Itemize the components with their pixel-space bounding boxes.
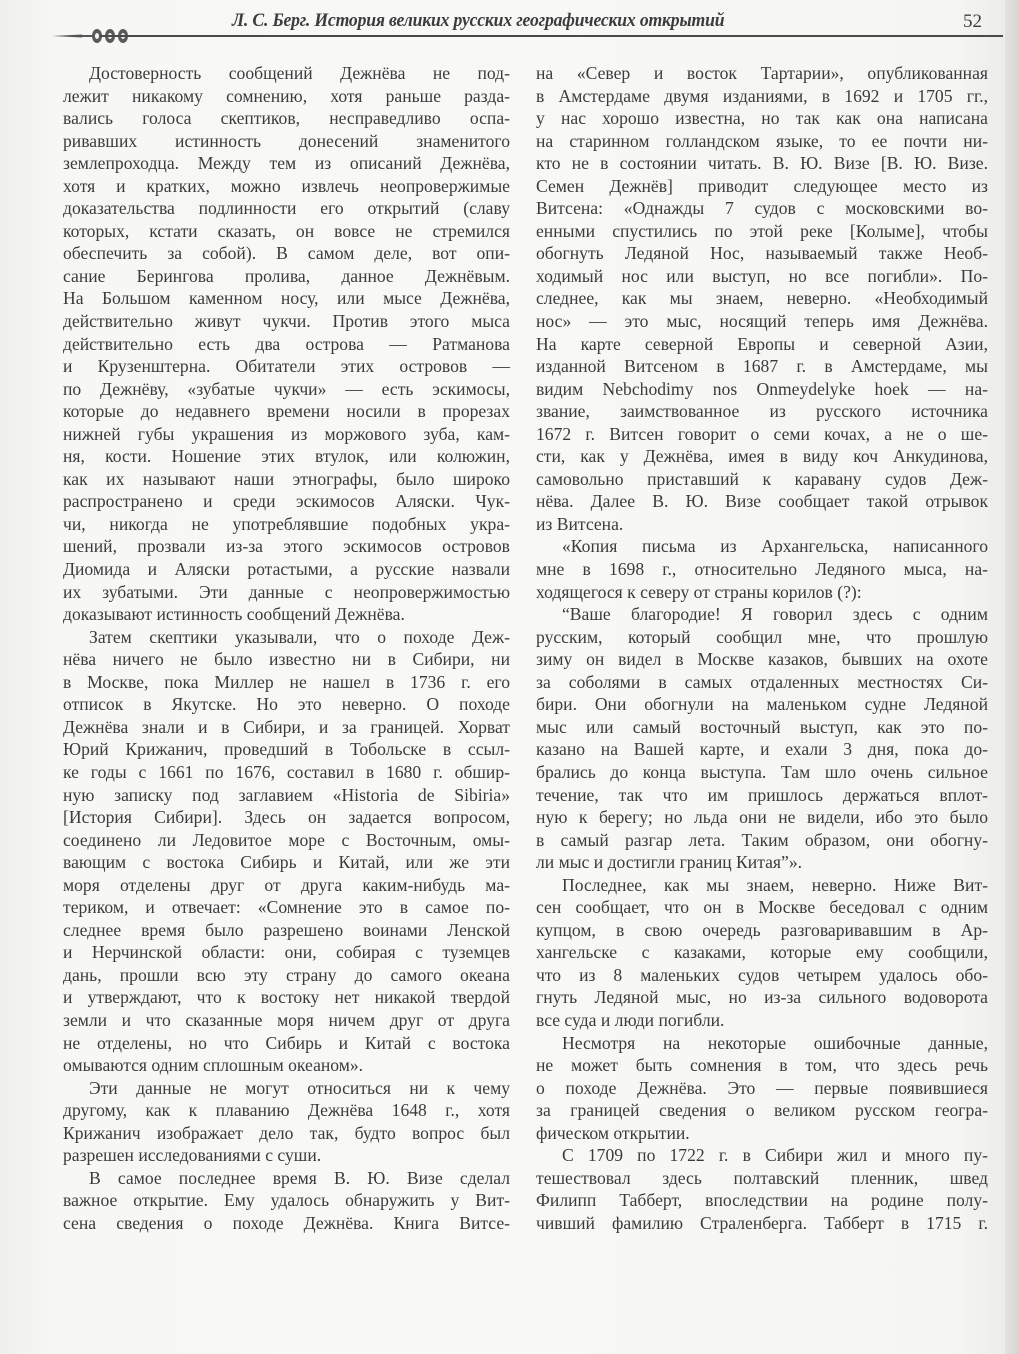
text-line: енными спустились по этой реке [Колыме], чтобы bbox=[536, 220, 988, 241]
text-line: в самый разгар лета. Таким образом, они обогну- bbox=[536, 829, 988, 850]
text-line: по Дежнёву, «зубатые чукчи» — есть эскимосы, bbox=[63, 378, 510, 399]
text-line: ную записку под заглавием «Historia de Sibiria» bbox=[63, 784, 510, 805]
text-line: разрешен исследованиями с суши. bbox=[63, 1145, 322, 1166]
text-line: действительно есть два острова — Ратманова bbox=[63, 333, 510, 354]
text-line: доказывают истинность сообщений Дежнёва. bbox=[63, 604, 405, 625]
text-line: «Копия письма из Архангельска, написанного bbox=[562, 536, 988, 557]
text-line: С 1709 по 1722 г. в Сибири жил и много пу- bbox=[562, 1145, 988, 1166]
text-line: которые до недавнего времени носили в прорезах bbox=[63, 401, 510, 422]
text-line: Семен Дежнёв] приводит следующее место из bbox=[536, 175, 988, 196]
text-line: следнее, как мы знаем, неверно. «Необходимый bbox=[536, 288, 988, 309]
text-line: В самое последнее время В. Ю. Визе сделал bbox=[89, 1167, 510, 1188]
running-header bbox=[0, 0, 1019, 50]
paragraph bbox=[63, 1077, 510, 1167]
text-line: хотя и кратких, можно извлечь неопровержимые bbox=[63, 175, 510, 196]
text-line: сен сообщает, что он в Москве беседовал с одним bbox=[536, 897, 988, 918]
text-line: Затем скептики указывали, что о походе Деж- bbox=[89, 626, 510, 647]
text-line: мыс или самый восточный выступ, как это по- bbox=[536, 716, 988, 737]
left-text-column bbox=[63, 62, 510, 1234]
text-line: омываются одним сплошным океаном». bbox=[63, 1055, 364, 1076]
paragraph bbox=[536, 1032, 988, 1145]
text-line: другому, как к плаванию Дежнёва 1648 г., хотя bbox=[63, 1100, 510, 1121]
text-line: Витсена: «Однажды 7 судов с московскими во- bbox=[536, 198, 988, 219]
text-line: чивший фамилию Страленберга. Табберт в 1715 г. bbox=[536, 1212, 988, 1233]
text-line: в Амстердаме двумя изданиями, в 1692 и 1705 гг., bbox=[536, 85, 988, 106]
text-line: нёва. Далее В. Ю. Визе сообщает такой отрывок bbox=[536, 491, 988, 512]
text-line: Несмотря на некоторые ошибочные данные, bbox=[562, 1032, 988, 1053]
paragraph bbox=[63, 1167, 510, 1235]
paragraph bbox=[63, 626, 510, 1077]
text-line: сена сведения о походе Дежнёва. Книга Витсе- bbox=[63, 1212, 510, 1233]
text-line: териком, и отвечает: «Сомнение это в самое по- bbox=[63, 897, 510, 918]
text-line: важное открытие. Ему удалось обнаружить у Вит- bbox=[63, 1190, 510, 1211]
text-line: не может быть сомнения в том, что здесь речь bbox=[536, 1055, 988, 1076]
text-line: и Нерчинской области: они, собирая с туземцев bbox=[63, 942, 510, 963]
text-line: шений, прозвали из-за этого эскимосов островов bbox=[63, 536, 510, 557]
page-edge-shadow bbox=[1005, 0, 1019, 1354]
text-line: и утверждают, что к востоку нет никакой твердой bbox=[63, 987, 510, 1008]
text-line: Филипп Табберт, впоследствии на родине полу- bbox=[536, 1190, 988, 1211]
text-line: фическом открытии. bbox=[536, 1122, 690, 1143]
text-line: [История Сибири]. Здесь он задается вопросом, bbox=[63, 807, 510, 828]
running-title: Л. С. Берг. История великих русских географических открытий bbox=[232, 10, 725, 31]
text-line: купцом, в свою очередь разговаривавшим в Ар- bbox=[536, 919, 988, 940]
text-line: Крижанич изображает дело так, будто вопрос был bbox=[63, 1122, 510, 1143]
text-line: вались голоса скептиков, несправедливо оспа- bbox=[63, 108, 510, 129]
text-line: все суда и люди погибли. bbox=[536, 1009, 725, 1030]
text-line: ривавших истинность донесений знаменитого bbox=[63, 130, 510, 151]
text-line: гнуть Ледяной мыс, но из-за сильного водоворота bbox=[536, 987, 988, 1008]
text-line: из Витсена. bbox=[536, 513, 624, 534]
text-line: обеспечить за собой). В самом деле, вот опи- bbox=[63, 243, 510, 264]
text-line: ке годы с 1661 по 1676, составил в 1680 г. обшир- bbox=[63, 761, 510, 782]
text-line: зиму он видел в Москве казаков, бывших на охоте bbox=[536, 649, 988, 670]
text-line: бири. Они обогнули на маленьком судне Ледяной bbox=[536, 694, 988, 715]
text-line: хангельске с казаками, которые ему сообщили, bbox=[536, 942, 988, 963]
text-line: отписок в Якутске. Но это неверно. О походе bbox=[63, 694, 510, 715]
text-line: ли мыс и достигли границ Китая”». bbox=[536, 852, 803, 873]
text-line: звание, заимствованное из русского источника bbox=[536, 401, 988, 422]
text-line: 1672 г. Витсен говорит о семи кочах, а не о ше- bbox=[536, 423, 988, 444]
text-line: На карте северной Европы и северной Азии, bbox=[536, 333, 988, 354]
right-text-column bbox=[536, 62, 988, 1234]
text-line: самовольно приставший к каравану судов Деж- bbox=[536, 468, 988, 489]
text-line: На Большом каменном носу, или мысе Дежнёва, bbox=[63, 288, 510, 309]
text-line: на «Север и восток Тартарии», опубликованная bbox=[536, 63, 988, 83]
text-line: как их называют наши этнографы, было широко bbox=[63, 468, 510, 489]
text-line: следнее время было разрешено воинами Ленской bbox=[63, 919, 510, 940]
text-line: обогнуть Ледяной Нос, называемый также Необ- bbox=[536, 243, 988, 264]
text-line: моря отделены друг от друга каким-нибудь ма- bbox=[63, 874, 510, 895]
text-line: ня, кости. Ношение этих втулок, или колюжин, bbox=[63, 446, 510, 467]
text-line: чи, никогда не употреблявшие подобных укра- bbox=[63, 513, 510, 534]
text-line: действительно живут чукчи. Против этого мыса bbox=[63, 311, 510, 332]
text-line: брались до конца выступа. Там шло очень сильное bbox=[536, 761, 988, 782]
text-line: русским, который сообщил мне, что прошлую bbox=[536, 626, 988, 647]
text-line: казано на Вашей карте, и ехали 3 дня, пока до- bbox=[536, 739, 988, 760]
text-line: мне в 1698 г., относительно Ледяного мыса, на- bbox=[536, 559, 988, 580]
text-line: ную к берегу; но льда они не видели, ибо это было bbox=[536, 807, 988, 828]
text-line: у нас хорошо известна, но так как она написана bbox=[536, 108, 988, 129]
text-line: сти, как у Дежнёва, имея в виду коч Анкудинова, bbox=[536, 446, 988, 467]
text-line: вающим с востока Сибирь и Китай, или же эти bbox=[63, 852, 510, 873]
text-line: лежит никакому сомнению, хотя раньше разда- bbox=[63, 85, 510, 106]
text-line: нос» — это мыс, носящий теперь имя Дежнёва. bbox=[536, 311, 988, 332]
text-line: тешествовал здесь полтавский пленник, швед bbox=[536, 1167, 988, 1188]
paragraph bbox=[536, 1144, 988, 1234]
paragraph bbox=[63, 62, 510, 626]
paragraph bbox=[536, 62, 988, 535]
text-line: за границей сведения о великом русском геогра- bbox=[536, 1100, 988, 1121]
text-line: за соболями в самых отдаленных местностях Си- bbox=[536, 671, 988, 692]
paragraph bbox=[536, 874, 988, 1032]
text-line: земли и что сказанные моря ничем друг от друга bbox=[63, 1009, 510, 1030]
text-line: Достоверность сообщений Дежнёва не под- bbox=[89, 63, 510, 83]
text-line: видим Nebchodimy nos Onmeydelyke hoek — на- bbox=[536, 378, 988, 399]
paragraph bbox=[536, 603, 988, 874]
text-line: ходимый нос или выступ, но все погибли». По- bbox=[536, 265, 988, 286]
text-line: и Крузенштерна. Обитатели этих островов — bbox=[63, 356, 510, 377]
text-line: на старинном голландском языке, то ее почти ни- bbox=[536, 130, 988, 151]
header-rule bbox=[100, 35, 1003, 37]
paragraph bbox=[536, 535, 988, 603]
text-line: кто не в состоянии читать. В. Ю. Визе [В. Ю. Визе. bbox=[536, 153, 988, 174]
text-line: землепроходца. Между тем из описаний Дежнёва, bbox=[63, 153, 510, 174]
text-line: о походе Дежнёва. Это — первые появившиеся bbox=[536, 1077, 988, 1098]
text-line: дань, прошли всю эту страну до самого океана bbox=[63, 964, 510, 985]
text-line: которых, кстати сказать, он вовсе не стремился bbox=[63, 220, 510, 241]
text-line: изданной Витсеном в 1687 г. в Амстердаме, мы bbox=[536, 356, 988, 377]
text-line: Дежнёва знали и в Сибири, и за границей. Хорват bbox=[63, 716, 510, 737]
text-line: соединено ли Ледовитое море с Восточным, омы- bbox=[63, 829, 510, 850]
text-line: Юрий Крижанич, проведший в Тобольске в ссыл- bbox=[63, 739, 510, 760]
text-line: распространено и среди эскимосов Аляски. Чук- bbox=[63, 491, 510, 512]
text-line: течение, так что им пришлось держаться вплот- bbox=[536, 784, 988, 805]
text-line: в Москве, пока Миллер не нашел в 1736 г. его bbox=[63, 671, 510, 692]
text-line: сание Берингова пролива, данное Дежнёвым. bbox=[63, 265, 510, 286]
text-line: нёва ничего не было известно ни в Сибири, ни bbox=[63, 649, 510, 670]
page-number: 52 bbox=[963, 11, 982, 32]
text-line: Последнее, как мы знаем, неверно. Ниже Вит- bbox=[562, 874, 988, 895]
text-line: что из 8 маленьких судов четырем удалось обо- bbox=[536, 964, 988, 985]
text-line: “Ваше благородие! Я говорил здесь с одним bbox=[562, 604, 988, 625]
text-line: Эти данные не могут относиться ни к чему bbox=[89, 1077, 510, 1098]
text-line: их зубатыми. Эти данные с неопровержимостью bbox=[63, 581, 510, 602]
text-line: Диомида и Аляски ротастыми, а русские назвали bbox=[63, 559, 510, 580]
text-line: ходящегося к северу от страны корилов (?): bbox=[536, 581, 862, 602]
text-line: доказательства подлинности его открытий (славу bbox=[63, 198, 510, 219]
text-line: нижней губы украшения из моржового зуба, кам- bbox=[63, 423, 510, 444]
text-line: не отделены, но что Сибирь и Китай с востока bbox=[63, 1032, 510, 1053]
